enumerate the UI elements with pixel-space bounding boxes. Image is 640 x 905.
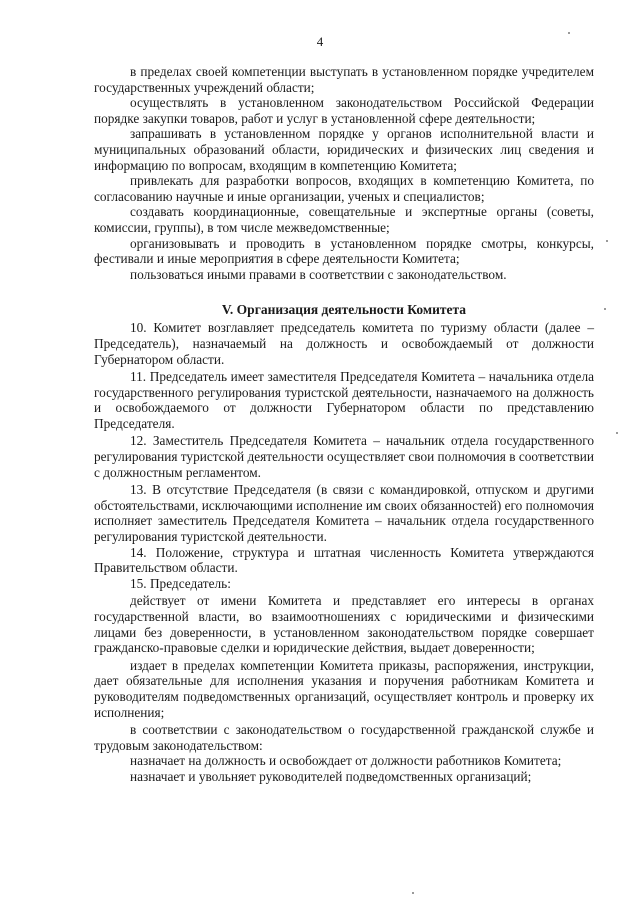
- clause-15: 15. Председатель:: [130, 575, 231, 591]
- paragraph: назначает и увольняет руководителей подведомственных организаций;: [130, 768, 532, 784]
- clause-11: 11. Председатель имеет заместителя Председателя Комитета – начальника отдела государственного регулирования туристской деятельности, назначаемого на должность и освобождаемого от должности Губернатором области по представлению Председателя.: [94, 369, 594, 431]
- section-heading: V. Организация деятельности Комитета: [221, 302, 467, 318]
- paragraph: запрашивать в установленном порядке у органов исполнительной власти и муниципальных образований области, юридических и физических лиц сведения и информацию по вопросам, входящим в компетенцию Комитета;: [94, 126, 594, 173]
- paragraph: действует от имени Комитета и представляет его интересы в органах государственной власти, во взаимоотношениях с юридическими и физическими лицами без доверенности, в установленном законодательством порядке совершает гражданско-правовые сделки и юридические действия, выдает доверенности;: [94, 593, 594, 656]
- paragraph: организовывать и проводить в установленном порядке смотры, конкурсы, фестивали и иные мероприятия в сфере деятельности Комитета;: [94, 235, 594, 267]
- clause-13: 13. В отсутствие Председателя (в связи с командировкой, отпуском и другими обстоятельствами, исключающими исполнение им своих обязанностей) его полномочия исполняет заместитель Председателя Комитета – начальник отдела государственного регулирования туристской деятельности.: [94, 482, 594, 545]
- paragraph: назначает на должность и освобождает от должности работников Комитета;: [130, 753, 562, 769]
- scan-speck: [604, 308, 606, 310]
- clause-12: 12. Заместитель Председателя Комитета – начальник отдела государственного регулирования туристской деятельности осуществляет свои полномочия в соответствии с должностным регламентом.: [94, 433, 594, 480]
- scan-speck: [606, 240, 608, 242]
- clause-10: 10. Комитет возглавляет председатель комитета по туризму области (далее – Председатель), назначаемый на должность и освобождаемый от должности Губернатором области.: [94, 320, 594, 367]
- paragraph: осуществлять в установленном законодательством Российской Федерации порядке закупки товаров, работ и услуг в установленной сфере деятельности;: [94, 95, 594, 126]
- scan-speck: [616, 432, 618, 434]
- page-number: 4: [316, 34, 324, 49]
- paragraph: пользоваться иными правами в соответствии с законодательством.: [130, 266, 507, 282]
- paragraph: издает в пределах компетенции Комитета приказы, распоряжения, инструкции, дает обязательные для исполнения указания и поручения работникам Комитета и руководителям подведомственных организаций, осуществляет контроль и проверку их исполнения;: [94, 657, 594, 720]
- paragraph: создавать координационные, совещательные и экспертные органы (советы, комиссии, группы), в том числе межведомственные;: [94, 204, 594, 235]
- document-body: [94, 64, 594, 785]
- paragraph: привлекать для разработки вопросов, входящих в компетенцию Комитета, по согласованию научные и иные организации, ученых и специалистов;: [94, 173, 594, 204]
- paragraph: в пределах своей компетенции выступать в установленном порядке учредителем государственных учреждений области;: [94, 64, 594, 95]
- clause-14: 14. Положение, структура и штатная численность Комитета утверждаются Правительством области.: [94, 544, 594, 576]
- scan-speck: [568, 32, 570, 34]
- scan-speck: [412, 892, 414, 894]
- paragraph: в соответствии с законодательством о государственной гражданской службе и трудовым законодательством:: [94, 722, 594, 753]
